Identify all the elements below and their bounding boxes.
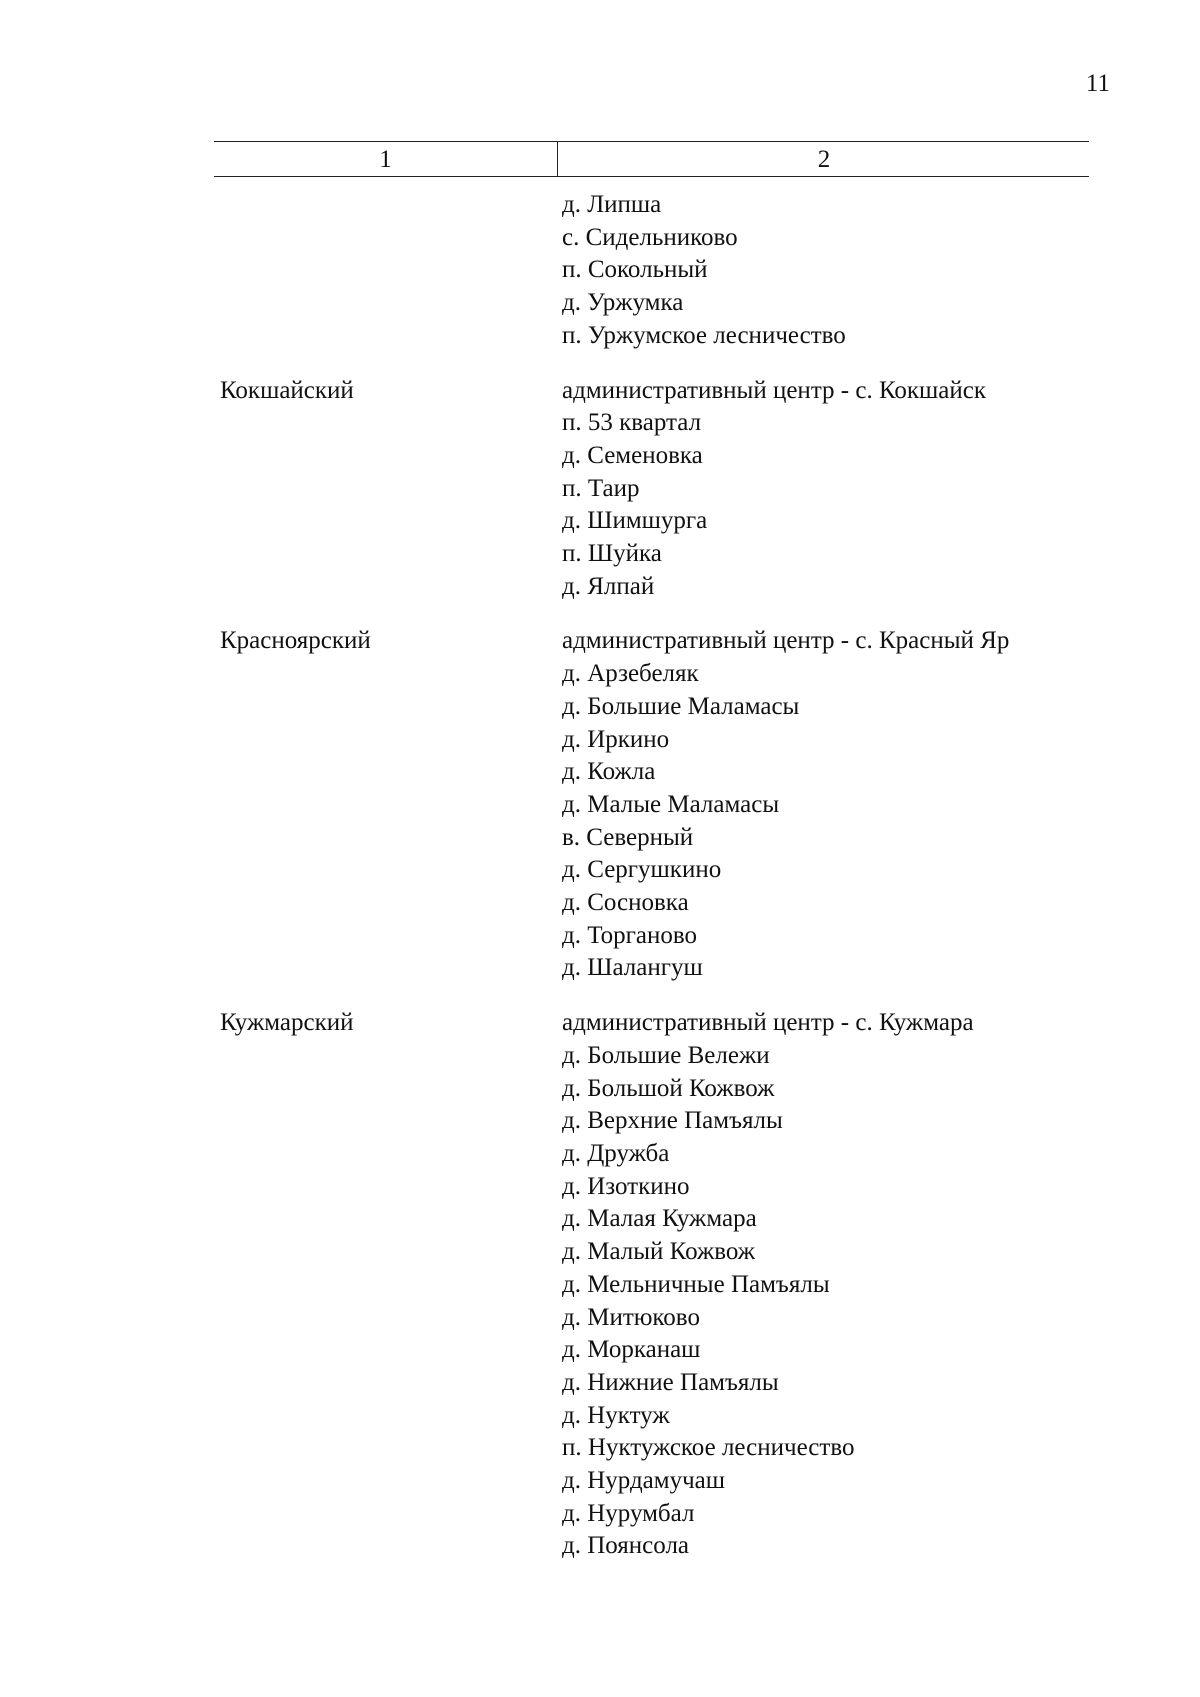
district-name: Красноярский <box>220 627 371 655</box>
settlement-item: д. Большой Кожвож <box>562 1074 775 1102</box>
table-row <box>0 625 1200 985</box>
settlement-item: п. Нуктужское лесничество <box>562 1434 855 1462</box>
settlement-item: д. Сосновка <box>562 889 689 917</box>
settlement-item: п. Уржумское лесничество <box>562 321 846 349</box>
page-number: 11 <box>1085 70 1110 97</box>
settlement-item: с. Сидельниково <box>562 223 738 251</box>
settlement-item: д. Верхние Памъялы <box>562 1107 783 1135</box>
settlement-item: д. Мельничные Памъялы <box>562 1270 830 1298</box>
settlement-item: п. Шуйка <box>562 540 662 568</box>
settlement-item: д. Малый Кожвож <box>562 1238 756 1266</box>
settlement-item: д. Ялпай <box>562 572 655 600</box>
settlement-item: д. Поянсола <box>562 1532 690 1560</box>
settlement-item: д. Шимшурга <box>562 507 708 535</box>
settlement-list <box>562 189 846 353</box>
settlement-item: административный центр - с. Кужмара <box>562 1009 974 1037</box>
district-name: Кокшайский <box>220 376 354 404</box>
settlement-item: д. Нурумбал <box>562 1499 695 1527</box>
table-row <box>0 375 1200 604</box>
settlement-item: д. Шалангуш <box>562 954 703 982</box>
settlement-item: д. Торганово <box>562 921 697 949</box>
settlement-item: административный центр - с. Красный Яр <box>562 627 1010 655</box>
settlement-item: д. Нижние Памъялы <box>562 1368 779 1396</box>
settlement-item: д. Изоткино <box>562 1172 690 1200</box>
settlement-item: д. Кожла <box>562 758 656 786</box>
settlement-item: д. Семеновка <box>562 441 703 469</box>
settlement-list <box>562 625 1009 985</box>
district-name: Кужмарский <box>220 1009 354 1037</box>
settlement-item: д. Уржумка <box>562 289 684 317</box>
settlement-item: д. Малые Маламасы <box>562 790 780 818</box>
table-header <box>214 141 1089 177</box>
table-header-col-1: 1 <box>379 146 392 173</box>
settlement-item: в. Северный <box>562 823 694 851</box>
table-body <box>0 189 1200 1563</box>
settlement-item: п. Сокольный <box>562 256 708 284</box>
settlement-item: д. Липша <box>562 191 662 218</box>
settlement-item: д. Нурдамучаш <box>562 1467 726 1495</box>
settlement-item: д. Дружба <box>562 1139 670 1167</box>
district-name <box>0 189 344 353</box>
settlement-item: д. Малая Кужмара <box>562 1205 757 1233</box>
settlement-item: д. Иркино <box>562 725 670 753</box>
settlement-item: д. Большие Вележи <box>562 1041 770 1069</box>
table-header-col-2: 2 <box>557 142 1090 176</box>
settlement-list <box>562 1007 974 1563</box>
settlement-item: д. Морканаш <box>562 1336 701 1364</box>
settlement-item: административный центр - с. Кокшайск <box>562 376 987 404</box>
settlement-item: д. Арзебеляк <box>562 660 699 688</box>
settlement-item: д. Сергушкино <box>562 856 722 884</box>
settlement-item: д. Нуктуж <box>562 1401 670 1429</box>
settlement-item: д. Митюково <box>562 1303 700 1331</box>
settlement-item: п. 53 квартал <box>562 409 702 437</box>
settlement-item: д. Большие Маламасы <box>562 692 800 720</box>
table-row <box>0 1007 1200 1563</box>
table-row <box>0 189 1200 353</box>
settlement-list <box>562 375 986 604</box>
settlement-item: п. Таир <box>562 474 640 502</box>
